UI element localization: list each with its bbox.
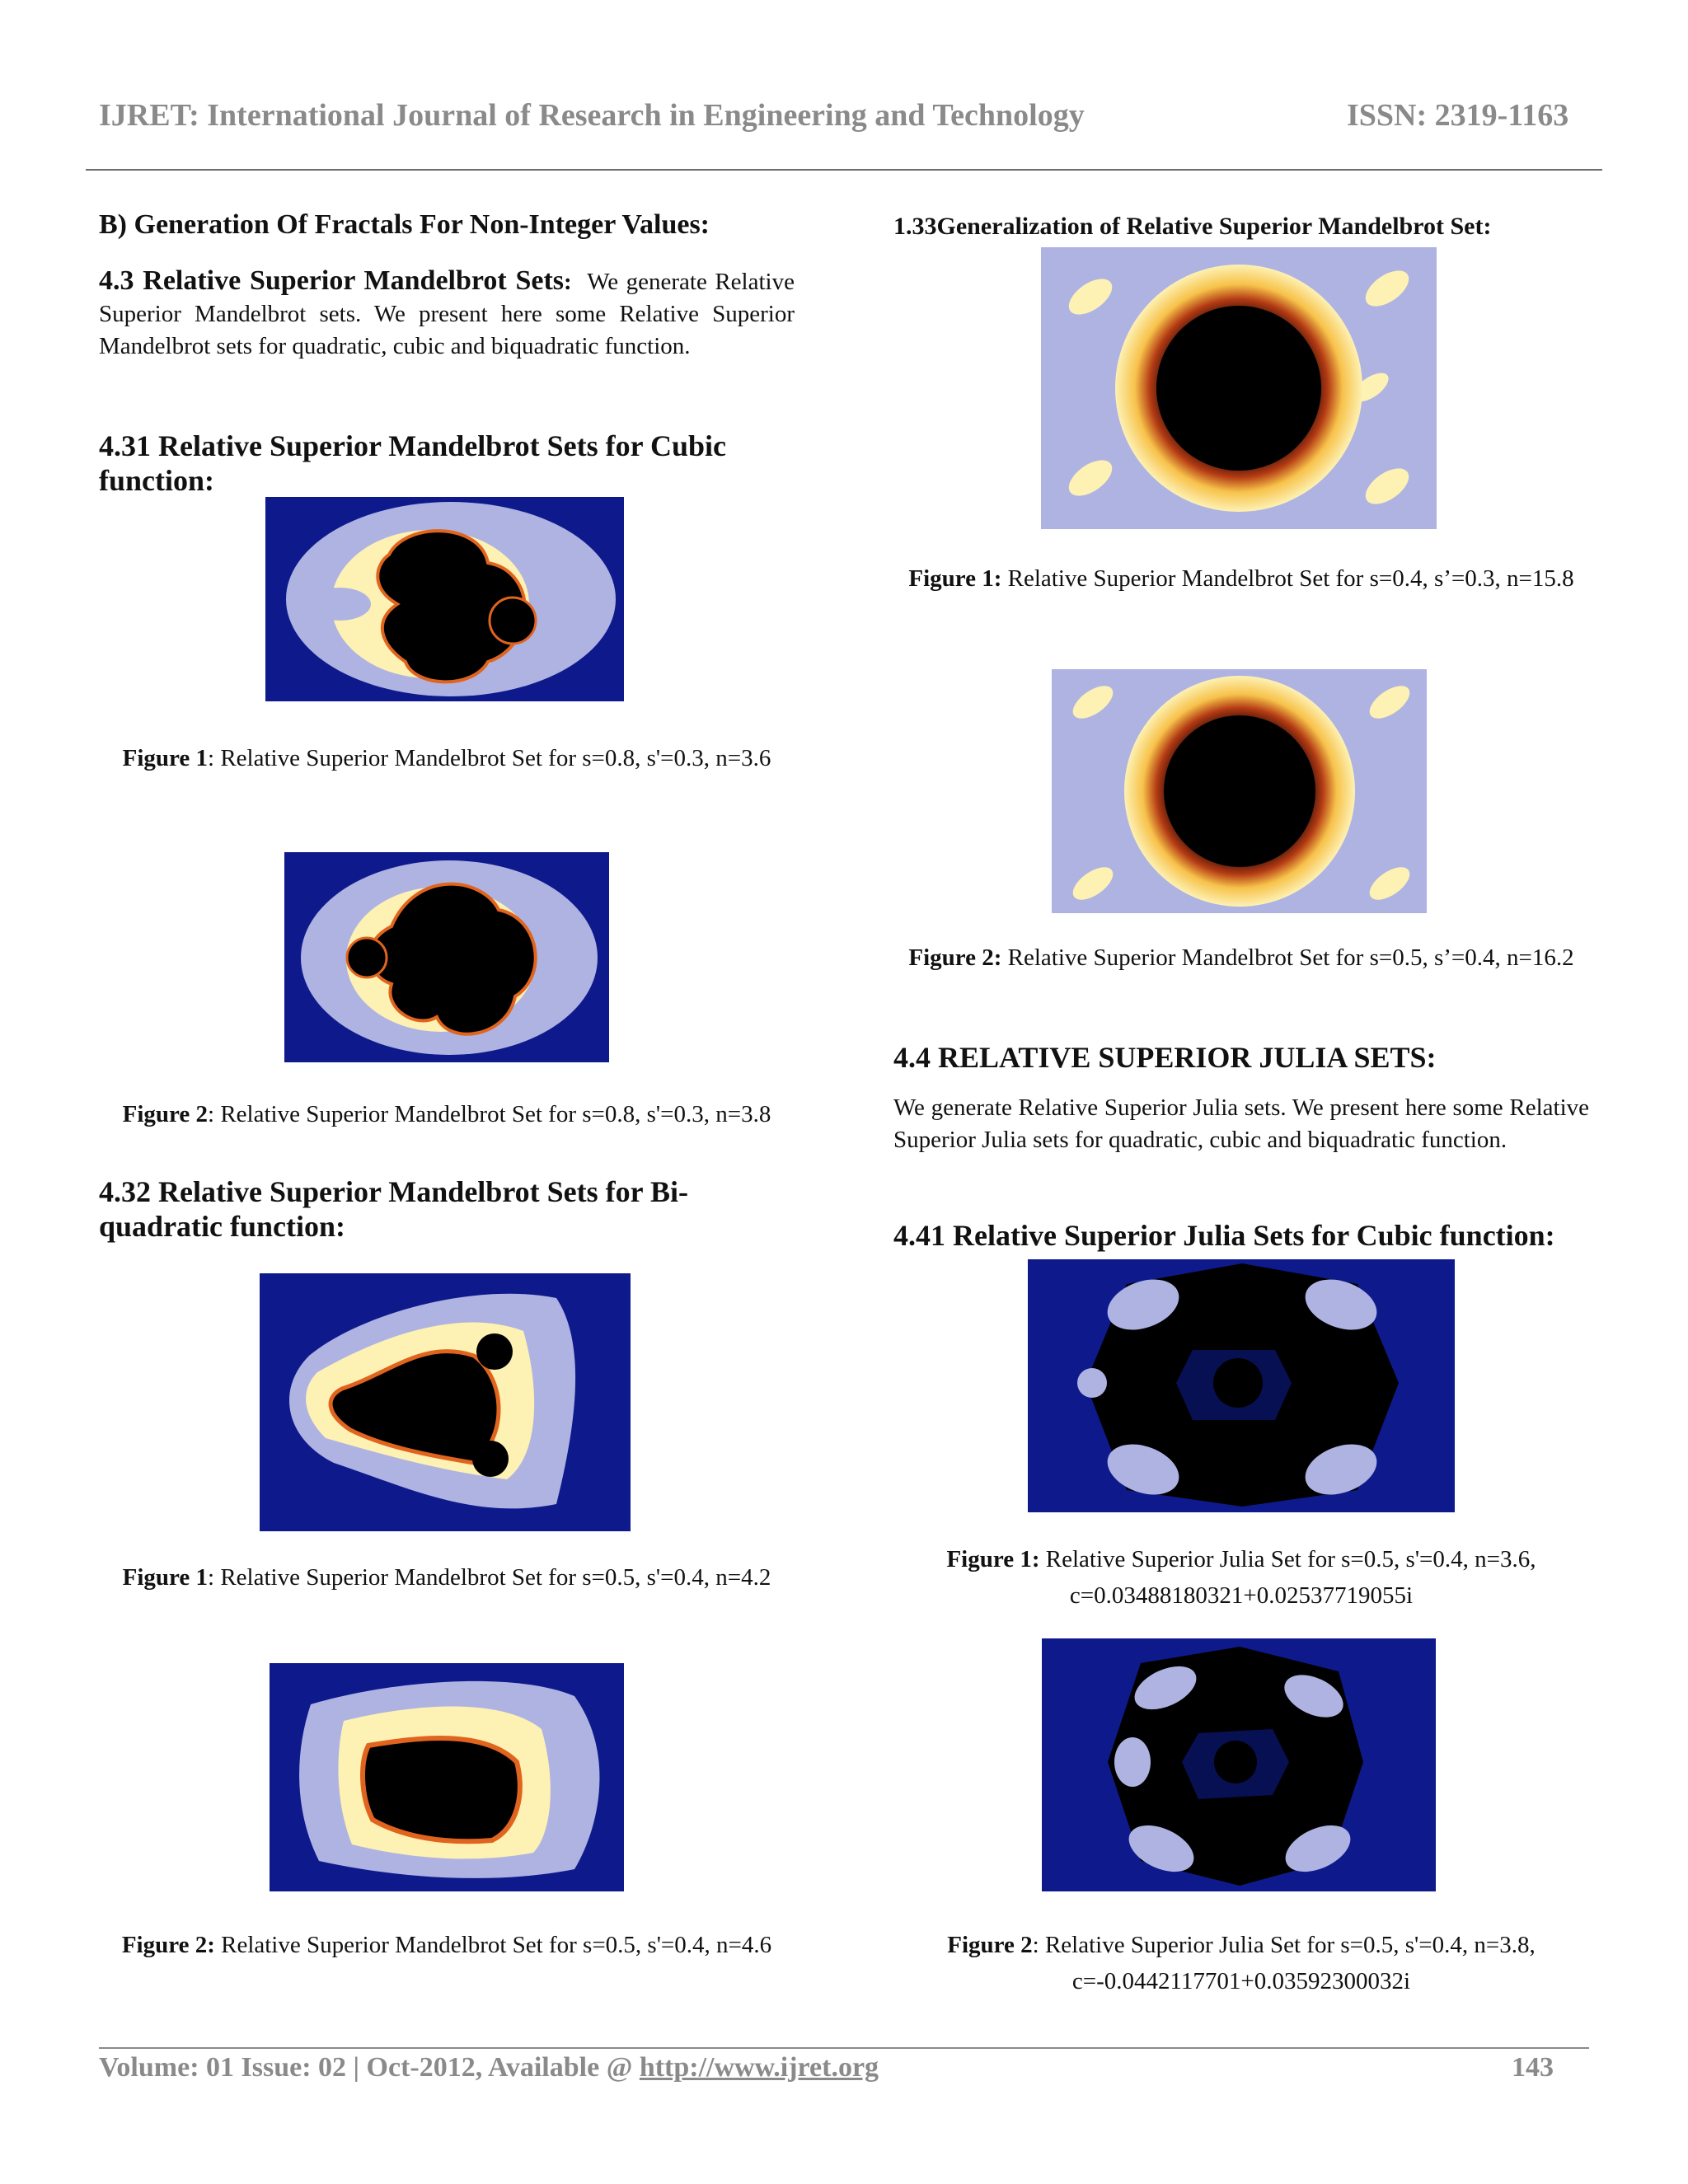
caption-label: Figure 2: [908, 944, 1002, 971]
issn: ISSN: 2319-1163 [1347, 98, 1569, 133]
caption-text: : Relative Superior Mandelbrot Set for s=0.8, s'=0.3, n=3.6 [208, 745, 771, 771]
caption-fig-432-2 [99, 1927, 795, 1963]
section-4-4-body: We generate Relative Superior Julia sets. We present here some Relative Superior Julia sets for quadratic, cubic and biquadratic function. [893, 1094, 1589, 1153]
section-4-3-body: We generate Relative Superior Mandelbrot sets. We present here some Relative Superior Mandelbrot sets for quadratic, cubic and biquadratic function. [99, 269, 795, 359]
caption-label: Figure 2 [122, 1101, 209, 1127]
caption-fig-432-1 [99, 1559, 795, 1596]
section-4-4-heading: 4.4 RELATIVE SUPERIOR JULIA SETS: [893, 1041, 1437, 1074]
figure-julia-cubic-2 [1042, 1638, 1436, 1891]
caption-text: : Relative Superior Mandelbrot Set for s=0.5, s'=0.4, n=4.2 [208, 1564, 771, 1591]
caption-fig-133-2 [893, 940, 1589, 976]
caption-text: : Relative Superior Julia Set for s=0.5, s'=0.4, n=3.8, c=-0.0442117701+0.03592300032i [1032, 1932, 1536, 1994]
caption-label: Figure 1: [908, 565, 1002, 592]
footer-divider [99, 2047, 1589, 2049]
section-b-heading: B) Generation Of Fractals For Non-Integer Values: [99, 209, 710, 240]
footer-volume [99, 2052, 879, 2083]
figure-mandelbrot-cubic-2 [284, 852, 609, 1062]
page-number: 143 [1512, 2052, 1554, 2083]
section-4-31-heading: 4.31 Relative Superior Mandelbrot Sets for Cubic function: [99, 429, 726, 497]
caption-text: Relative Superior Mandelbrot Set for s=0.5, s'=0.4, n=4.6 [214, 1932, 772, 1958]
caption-fig-431-1 [99, 740, 795, 776]
figure-generalized-mandelbrot-2 [1052, 669, 1427, 913]
caption-label: Figure 1: [946, 1546, 1040, 1572]
figure-generalized-mandelbrot-1 [1041, 247, 1437, 529]
caption-fig-441-2 [893, 1927, 1589, 1999]
footer-volume-text: Volume: 01 Issue: 02 | Oct-2012, Available @ [99, 2052, 640, 2083]
figure-mandelbrot-biquadratic-2 [270, 1663, 624, 1891]
figure-mandelbrot-cubic-1 [265, 497, 624, 701]
section-4-3-title: 4.3 Relative Superior Mandelbrot Sets [99, 265, 565, 296]
section-4-32-heading: 4.32 Relative Superior Mandelbrot Sets for Bi-quadratic function: [99, 1175, 688, 1243]
figure-julia-cubic-1 [1028, 1259, 1455, 1512]
caption-fig-431-2 [99, 1096, 795, 1132]
caption-text: Relative Superior Mandelbrot Set for s=0.4, s’=0.3, n=15.8 [1001, 565, 1574, 592]
caption-fig-133-1 [893, 560, 1589, 597]
caption-fig-441-1 [893, 1541, 1589, 1614]
journal-title: IJRET: International Journal of Research in Engineering and Technology [99, 98, 1085, 133]
caption-label: Figure 1 [122, 1564, 209, 1591]
caption-label: Figure 2: [121, 1932, 215, 1958]
section-1-33-heading: 1.33Generalization of Relative Superior Mandelbrot Set: [893, 213, 1492, 240]
section-4-41-heading: 4.41 Relative Superior Julia Sets for Cubic function: [893, 1219, 1555, 1252]
caption-label: Figure 2 [947, 1932, 1033, 1958]
caption-label: Figure 1 [122, 745, 209, 771]
header-divider [86, 169, 1602, 171]
section-4-3-paragraph: 4.3 Relative Superior Mandelbrot Sets: We generate Relative Superior Mandelbrot sets. We present here some Relative Superior Mandelbrot sets for quadratic, cubic and biquadratic function. [99, 265, 795, 359]
figure-mandelbrot-biquadratic-1 [260, 1273, 631, 1531]
caption-text: Relative Superior Mandelbrot Set for s=0.5, s’=0.4, n=16.2 [1001, 944, 1574, 971]
footer-url-link[interactable]: http://www.ijret.org [639, 2052, 879, 2083]
caption-text: : Relative Superior Mandelbrot Set for s=0.8, s'=0.3, n=3.8 [208, 1101, 771, 1127]
caption-text: Relative Superior Julia Set for s=0.5, s'=0.4, n=3.6, c=0.03488180321+0.02537719055i [1039, 1546, 1536, 1609]
